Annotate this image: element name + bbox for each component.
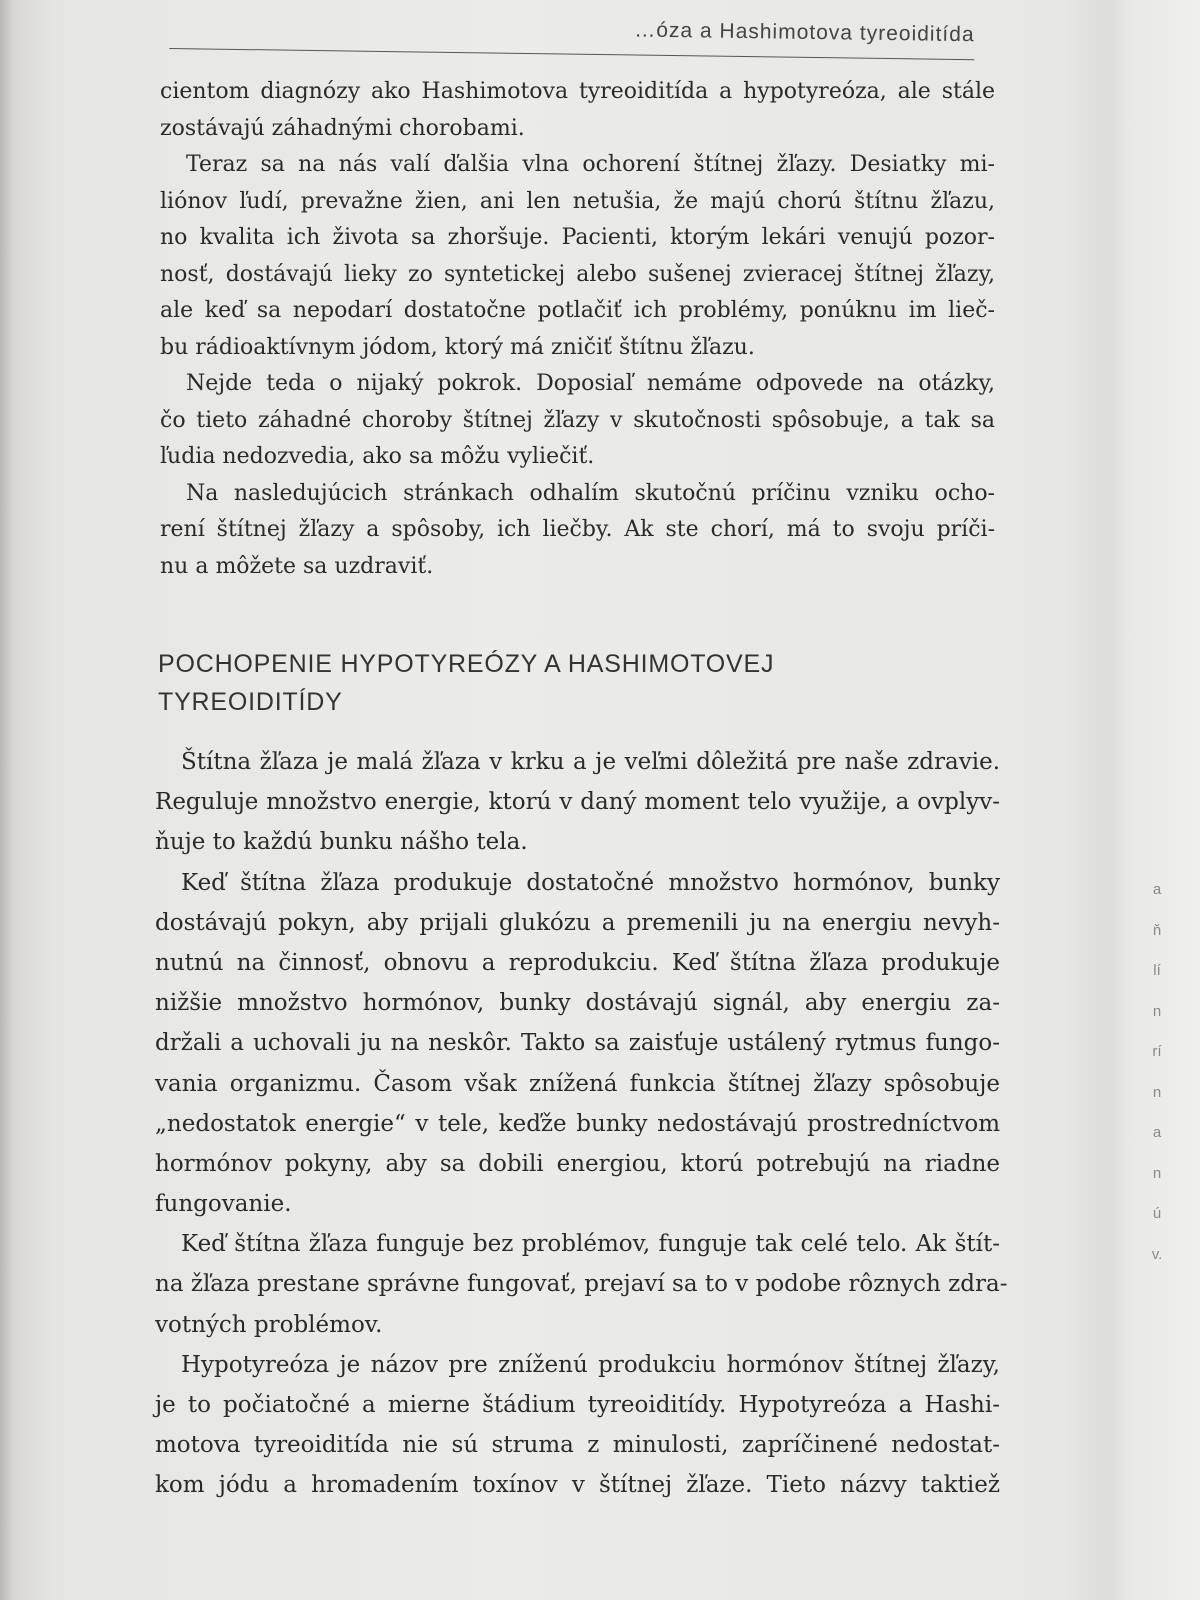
text-line: ľudia nedozvedia, ako sa môžu vyliečiť. (160, 444, 595, 469)
text-line: nižšie množstvo hormónov, bunky dostávajú signál, aby energiu za- (155, 990, 1000, 1017)
text-line: nutnú na činnosť, obnovu a reprodukciu. Keď štítna žľaza produkuje (155, 949, 1000, 976)
text-line: Keď štítna žľaza funguje bez problémov, funguje tak celé telo. Ak štít- (181, 1231, 1000, 1258)
text-line: držali a uchovali ju na neskôr. Takto sa zaisťuje ustálený rytmus fungo- (155, 1030, 1000, 1057)
text-line: nosť, dostávajú lieky zo syntetickej alebo sušenej zvieracej štítnej žľazy, (160, 261, 995, 287)
heading-line-2: TYREOIDITÍDY (158, 688, 343, 716)
heading-line-1: POCHOPENIE HYPOTYREÓZY A HASHIMOTOVEJ (158, 650, 775, 678)
text-line: je to počiatočné a mierne štádium tyreoiditídy. Hypotyreóza a Hashi- (155, 1392, 1000, 1418)
text-line: fungovanie. (155, 1191, 292, 1218)
text-line: ňuje to každú bunku nášho tela. (155, 829, 528, 856)
text-line: votných problémov. (155, 1311, 383, 1338)
text-line: Hypotyreóza je názov pre zníženú produkciu hormónov štítnej žľazy, (181, 1351, 1000, 1378)
text-line: Reguluje množstvo energie, ktorú v daný moment telo využije, a ovplyv- (155, 789, 1000, 816)
running-head (169, 0, 975, 60)
text-line: „nedostatok energie“ v tele, keďže bunky nedostávajú prostredníctvom (155, 1110, 1000, 1137)
section-heading (158, 645, 774, 721)
show-through-letter: n (1152, 1164, 1162, 1182)
text-line: cientom diagnózy ako Hashimotova tyreoiditída a hypotyreóza, ale stále (160, 79, 995, 104)
show-through-letter: ú (1152, 1205, 1162, 1222)
section-intro (160, 74, 995, 585)
text-line: nu a môžete sa uzdraviť. (160, 553, 434, 579)
running-head-text: …óza a Hashimotova tyreoiditída (634, 18, 975, 47)
show-through-letter: lí (1153, 962, 1161, 979)
show-through-letter: a (1152, 1124, 1162, 1141)
show-through-letter: n (1152, 1083, 1162, 1101)
text-line: ale keď sa nepodarí dostatočne potlačiť ich problémy, ponúknu im lieč- (160, 298, 995, 323)
text-line: Keď štítna žľaza produkuje dostatočné množstvo hormónov, bunky (181, 869, 1000, 896)
text-line: kom jódu a hromadením toxínov v štítnej žľaze. Tieto názvy taktiež (155, 1472, 1000, 1499)
show-through-letter: n (1152, 1002, 1162, 1020)
show-through-letter: v. (1151, 1245, 1163, 1263)
text-line: zostávajú záhadnými chorobami. (160, 115, 525, 141)
text-line: vania organizmu. Časom však znížená funkcia štítnej žľazy spôsobuje (155, 1070, 1000, 1097)
text-line: rení štítnej žľazy a spôsoby, ich liečby. Ak ste chorí, má to svoju príči- (160, 517, 995, 542)
show-through-letter: rí (1152, 1043, 1162, 1060)
text-line: Na nasledujúcich stránkach odhalím skutočnú príčinu vzniku ocho- (186, 480, 995, 506)
show-through-letter: a (1152, 881, 1162, 898)
section-body (155, 742, 1008, 1506)
show-through-letter: ň (1152, 921, 1162, 939)
text-line: dostávajú pokyn, aby prijali glukózu a premenili ju na energiu nevyh- (155, 909, 1000, 936)
show-through-text (1142, 870, 1172, 1275)
text-line: Nejde teda o nijaký pokrok. Doposiaľ nemáme odpovede na otázky, (186, 371, 995, 396)
text-line: čo tieto záhadné choroby štítnej žľazy v skutočnosti spôsobuje, a tak sa (160, 407, 995, 433)
text-line: Teraz sa na nás valí ďalšia vlna ochorení štítnej žľazy. Desiatky mi- (186, 152, 995, 177)
text-line: bu rádioaktívnym jódom, ktorý má zničiť štítnu žľazu. (160, 334, 755, 360)
text-line: Štítna žľaza je malá žľaza v krku a je veľmi dôležitá pre naše zdravie. (181, 749, 1000, 775)
text-line: liónov ľudí, prevažne žien, ani len netušia, že majú chorú štítnu žľazu, (160, 188, 995, 214)
text-line: motova tyreoiditída nie sú struma z minulosti, zapríčinené nedostat- (155, 1432, 1000, 1459)
text-line: no kvalita ich života sa zhoršuje. Pacienti, ktorým lekári venujú pozor- (160, 225, 995, 250)
text-line: na žľaza prestane správne fungovať, prejaví sa to v podobe rôznych zdra- (155, 1271, 1008, 1298)
text-line: hormónov pokyny, aby sa dobili energiou, ktorú potrebujú na riadne (155, 1150, 1000, 1177)
